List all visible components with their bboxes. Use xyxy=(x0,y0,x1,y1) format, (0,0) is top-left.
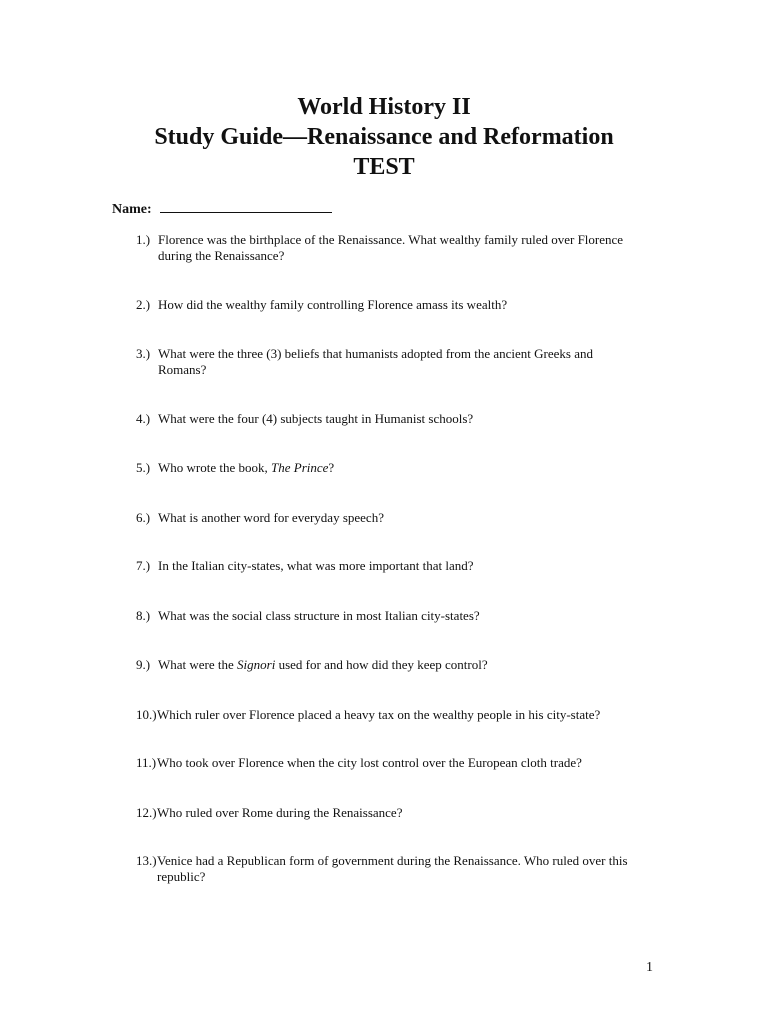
book-title: The Prince xyxy=(271,460,329,475)
question-text: Florence was the birthplace of the Renaissance. What wealthy family ruled over Florence during the Renaissance? xyxy=(158,232,624,263)
question-text-part: What were the xyxy=(158,657,238,672)
question-3 xyxy=(136,346,636,378)
question-number: 4.) xyxy=(136,411,151,426)
question-text xyxy=(136,657,636,673)
question-number: 2.) xyxy=(136,297,151,312)
question-number: 1.) xyxy=(136,232,151,247)
question-6 xyxy=(136,510,636,526)
question-number: 7.) xyxy=(136,558,151,573)
question-5 xyxy=(136,460,636,476)
question-text: What were the four (4) subjects taught in Humanist schools? xyxy=(158,411,474,426)
question-7 xyxy=(136,558,636,574)
question-text-part: Who wrote the book, xyxy=(158,460,272,475)
page-number: 1 xyxy=(646,960,653,975)
question-text: Which ruler over Florence placed a heavy tax on the wealthy people in his city-state? xyxy=(157,707,601,722)
name-field xyxy=(112,198,332,218)
title-guide: Study Guide—Renaissance and Reformation xyxy=(154,124,614,150)
question-text: How did the wealthy family controlling Florence amass its wealth? xyxy=(158,297,508,312)
question-number: 11.) xyxy=(136,755,157,770)
question-1 xyxy=(136,232,636,264)
question-text xyxy=(136,460,636,476)
question-text: Who ruled over Rome during the Renaissance? xyxy=(157,805,403,820)
question-text: Venice had a Republican form of government during the Renaissance. Who ruled over this republic? xyxy=(157,853,628,884)
question-text: Who took over Florence when the city lost control over the European cloth trade? xyxy=(157,755,582,770)
question-13 xyxy=(136,853,636,885)
question-text: In the Italian city-states, what was more important that land? xyxy=(158,558,474,573)
title-test: TEST xyxy=(353,154,415,180)
question-text: What was the social class structure in most Italian city-states? xyxy=(158,608,480,623)
question-number: 3.) xyxy=(136,346,151,361)
question-11 xyxy=(136,755,636,771)
question-text-part: used for and how did they keep control? xyxy=(275,657,488,672)
question-number: 13.) xyxy=(136,853,157,868)
question-number: 5.) xyxy=(136,460,151,475)
question-4 xyxy=(136,411,636,427)
name-label: Name: xyxy=(112,202,152,217)
question-text: What is another word for everyday speech? xyxy=(158,510,384,525)
name-blank-line xyxy=(160,198,332,213)
question-10 xyxy=(136,707,636,723)
question-text-part: ? xyxy=(328,460,335,475)
question-12 xyxy=(136,805,636,821)
question-number: 10.) xyxy=(136,707,157,722)
question-8 xyxy=(136,608,636,624)
question-9 xyxy=(136,657,636,673)
italic-term: Signori xyxy=(237,657,276,672)
document-title xyxy=(0,92,768,182)
question-2 xyxy=(136,297,636,313)
title-course: World History II xyxy=(297,94,471,120)
question-number: 12.) xyxy=(136,805,157,820)
question-text: What were the three (3) beliefs that humanists adopted from the ancient Greeks and Romans? xyxy=(158,346,593,377)
question-number: 8.) xyxy=(136,608,151,623)
question-number: 6.) xyxy=(136,510,151,525)
question-number: 9.) xyxy=(136,657,151,672)
